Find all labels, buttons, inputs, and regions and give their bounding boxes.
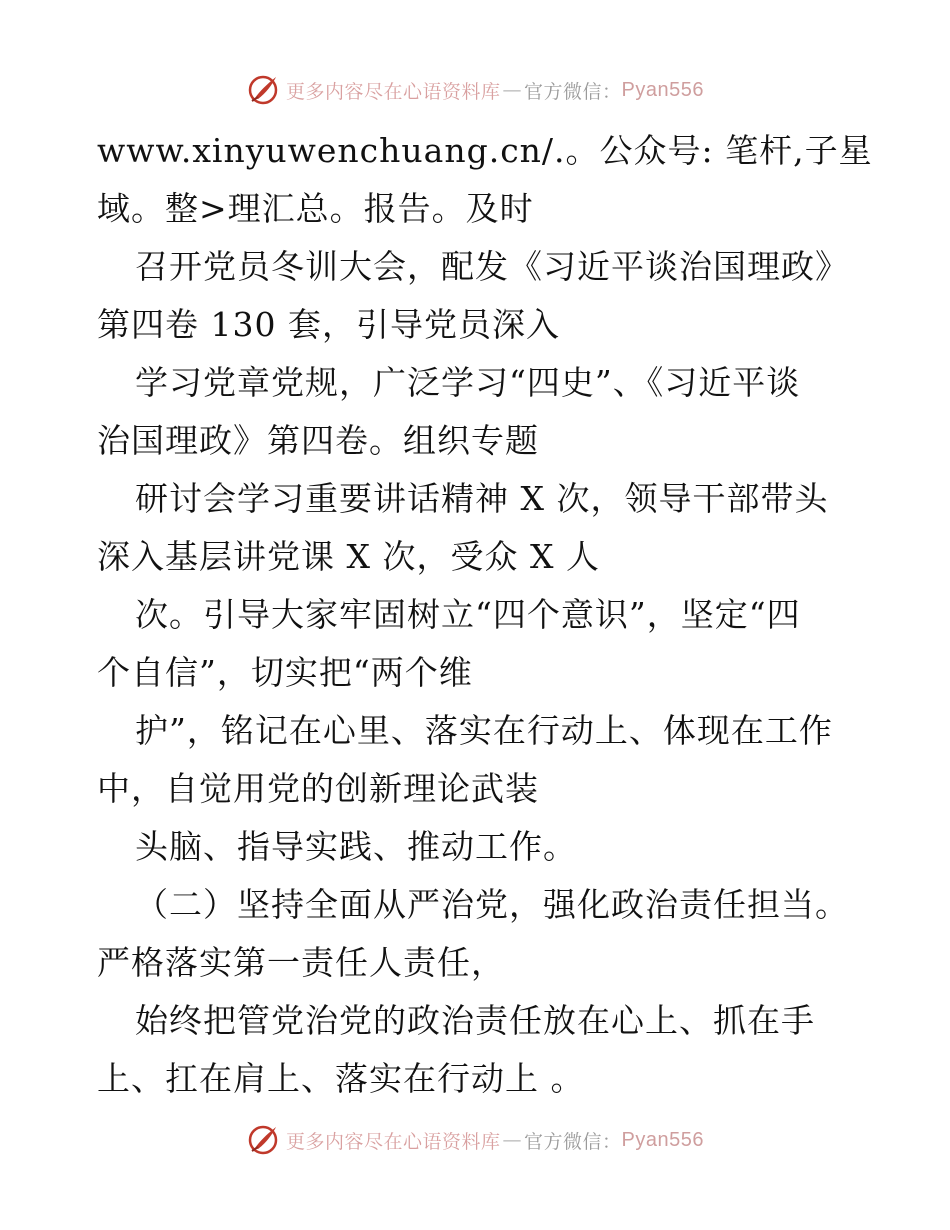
- document-body: [97, 122, 877, 1108]
- text-line: 研讨会学习重要讲话精神 X 次，领导干部带头: [135, 479, 829, 518]
- watermark-main-text: 更多内容尽在心语资料库: [286, 1130, 501, 1153]
- header-watermark: [0, 70, 950, 110]
- footer-watermark: [0, 1120, 950, 1160]
- watermark-wechat-id: Pyan556: [621, 1128, 704, 1151]
- watermark-text: [286, 1127, 704, 1154]
- watermark-wechat-label: 官方微信：: [524, 1130, 622, 1153]
- watermark-dash: —: [502, 79, 523, 101]
- text-line: www.xinyuwenchuang.cn/.。公众号: 笔杆,子星: [97, 131, 873, 170]
- text-line: 域。整>理汇总。报告。及时: [97, 189, 534, 228]
- text-line: 护”，铭记在心里、落实在行动上、体现在工作: [135, 711, 833, 750]
- text-line: 学习党章党规，广泛学习“四史”、《习近平谈: [135, 363, 801, 402]
- text-line: 治国理政》第四卷。组织专题: [97, 421, 539, 460]
- text-line: 始终把管党治党的政治责任放在心上、抓在手: [135, 1001, 815, 1040]
- text-line: 上、扛在肩上、落实在行动上 。: [97, 1059, 585, 1098]
- text-line: 中，自觉用党的创新理论武装: [97, 769, 539, 808]
- text-line: 头脑、指导实践、推动工作。: [135, 827, 577, 866]
- watermark-main-text: 更多内容尽在心语资料库: [286, 80, 501, 103]
- watermark-dash: —: [502, 1129, 523, 1151]
- text-line: 召开党员冬训大会，配发《习近平谈治国理政》: [135, 247, 849, 286]
- text-line: 深入基层讲党课 X 次，受众 X 人: [97, 537, 600, 576]
- text-line: 次。引导大家牢固树立“四个意识”，坚定“四: [135, 595, 801, 634]
- text-line: 严格落实第一责任人责任，: [97, 943, 505, 982]
- quill-pen-logo-icon: [246, 73, 280, 107]
- watermark-wechat-id: Pyan556: [621, 78, 704, 101]
- watermark-text: [286, 77, 704, 104]
- quill-pen-logo-icon: [246, 1123, 280, 1157]
- text-line: 第四卷 130 套，引导党员深入: [97, 305, 560, 344]
- text-line: 个自信”，切实把“两个维: [97, 653, 473, 692]
- watermark-wechat-label: 官方微信：: [524, 80, 622, 103]
- text-line: （二）坚持全面从严治党，强化政治责任担当。: [135, 885, 849, 924]
